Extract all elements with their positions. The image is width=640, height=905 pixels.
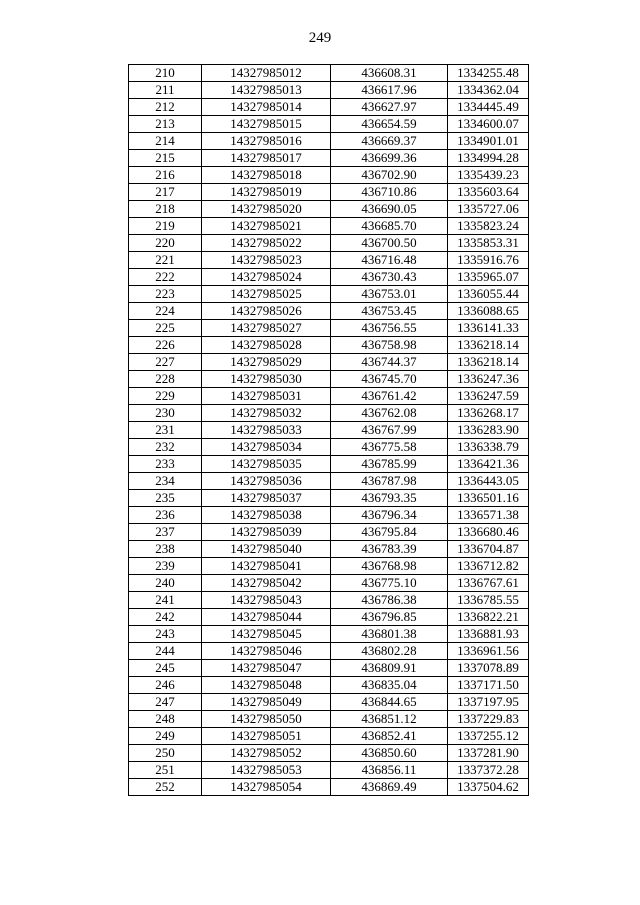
y-coordinate-cell: 1337078.89 [448,660,529,677]
y-coordinate-cell: 1336785.55 [448,592,529,609]
table-row [129,184,529,201]
point-number-cell: 240 [129,575,202,592]
point-id-cell: 14327985033 [202,422,331,439]
table-row [129,541,529,558]
point-number-cell: 231 [129,422,202,439]
table-row [129,99,529,116]
y-coordinate-cell: 1336338.79 [448,439,529,456]
table-row [129,252,529,269]
point-id-cell: 14327985021 [202,218,331,235]
point-id-cell: 14327985040 [202,541,331,558]
y-coordinate-cell: 1336283.90 [448,422,529,439]
point-id-cell: 14327985052 [202,745,331,762]
y-coordinate-cell: 1337229.83 [448,711,529,728]
x-coordinate-cell: 436786.38 [331,592,448,609]
y-coordinate-cell: 1337372.28 [448,762,529,779]
table-row [129,201,529,218]
point-id-cell: 14327985043 [202,592,331,609]
y-coordinate-cell: 1335439.23 [448,167,529,184]
point-id-cell: 14327985013 [202,82,331,99]
point-number-cell: 243 [129,626,202,643]
y-coordinate-cell: 1335916.76 [448,252,529,269]
point-id-cell: 14327985023 [202,252,331,269]
y-coordinate-cell: 1336218.14 [448,354,529,371]
x-coordinate-cell: 436761.42 [331,388,448,405]
table-row [129,745,529,762]
point-number-cell: 249 [129,728,202,745]
x-coordinate-cell: 436710.86 [331,184,448,201]
point-id-cell: 14327985024 [202,269,331,286]
table-row [129,456,529,473]
point-id-cell: 14327985037 [202,490,331,507]
y-coordinate-cell: 1336421.36 [448,456,529,473]
table-row [129,371,529,388]
table-row [129,439,529,456]
point-number-cell: 248 [129,711,202,728]
y-coordinate-cell: 1335727.06 [448,201,529,218]
point-number-cell: 229 [129,388,202,405]
point-id-cell: 14327985025 [202,286,331,303]
point-number-cell: 227 [129,354,202,371]
table-row [129,762,529,779]
point-id-cell: 14327985019 [202,184,331,201]
point-number-cell: 212 [129,99,202,116]
table-row [129,592,529,609]
x-coordinate-cell: 436685.70 [331,218,448,235]
table-row [129,286,529,303]
table-row [129,235,529,252]
y-coordinate-cell: 1336822.21 [448,609,529,626]
table-row [129,609,529,626]
x-coordinate-cell: 436796.85 [331,609,448,626]
point-number-cell: 218 [129,201,202,218]
y-coordinate-cell: 1336961.56 [448,643,529,660]
point-number-cell: 221 [129,252,202,269]
point-id-cell: 14327985050 [202,711,331,728]
point-id-cell: 14327985017 [202,150,331,167]
x-coordinate-cell: 436716.48 [331,252,448,269]
table-row [129,558,529,575]
point-id-cell: 14327985045 [202,626,331,643]
table-row [129,711,529,728]
x-coordinate-cell: 436627.97 [331,99,448,116]
point-number-cell: 241 [129,592,202,609]
point-number-cell: 213 [129,116,202,133]
point-id-cell: 14327985048 [202,677,331,694]
x-coordinate-cell: 436793.35 [331,490,448,507]
point-number-cell: 211 [129,82,202,99]
x-coordinate-cell: 436690.05 [331,201,448,218]
point-number-cell: 222 [129,269,202,286]
table-row [129,490,529,507]
x-coordinate-cell: 436753.01 [331,286,448,303]
table-row [129,643,529,660]
x-coordinate-cell: 436767.99 [331,422,448,439]
y-coordinate-cell: 1336055.44 [448,286,529,303]
x-coordinate-cell: 436801.38 [331,626,448,643]
point-id-cell: 14327985031 [202,388,331,405]
table-row [129,337,529,354]
x-coordinate-cell: 436795.84 [331,524,448,541]
y-coordinate-cell: 1334362.04 [448,82,529,99]
point-id-cell: 14327985020 [202,201,331,218]
table-row [129,405,529,422]
y-coordinate-cell: 1336680.46 [448,524,529,541]
x-coordinate-cell: 436852.41 [331,728,448,745]
point-number-cell: 223 [129,286,202,303]
point-id-cell: 14327985028 [202,337,331,354]
x-coordinate-cell: 436775.58 [331,439,448,456]
y-coordinate-cell: 1336141.33 [448,320,529,337]
coordinates-table [128,64,529,796]
x-coordinate-cell: 436835.04 [331,677,448,694]
x-coordinate-cell: 436753.45 [331,303,448,320]
x-coordinate-cell: 436730.43 [331,269,448,286]
point-id-cell: 14327985014 [202,99,331,116]
y-coordinate-cell: 1336704.87 [448,541,529,558]
table-row [129,388,529,405]
point-number-cell: 216 [129,167,202,184]
x-coordinate-cell: 436756.55 [331,320,448,337]
x-coordinate-cell: 436869.49 [331,779,448,796]
x-coordinate-cell: 436762.08 [331,405,448,422]
y-coordinate-cell: 1335965.07 [448,269,529,286]
point-number-cell: 228 [129,371,202,388]
table-row [129,779,529,796]
point-id-cell: 14327985030 [202,371,331,388]
x-coordinate-cell: 436775.10 [331,575,448,592]
y-coordinate-cell: 1336268.17 [448,405,529,422]
point-id-cell: 14327985018 [202,167,331,184]
point-id-cell: 14327985042 [202,575,331,592]
y-coordinate-cell: 1336571.38 [448,507,529,524]
table-row [129,626,529,643]
point-number-cell: 239 [129,558,202,575]
point-id-cell: 14327985047 [202,660,331,677]
point-number-cell: 219 [129,218,202,235]
y-coordinate-cell: 1336247.59 [448,388,529,405]
x-coordinate-cell: 436744.37 [331,354,448,371]
point-id-cell: 14327985053 [202,762,331,779]
x-coordinate-cell: 436856.11 [331,762,448,779]
point-number-cell: 225 [129,320,202,337]
point-number-cell: 252 [129,779,202,796]
point-number-cell: 215 [129,150,202,167]
table-row [129,150,529,167]
y-coordinate-cell: 1336712.82 [448,558,529,575]
table-row [129,524,529,541]
y-coordinate-cell: 1334901.01 [448,133,529,150]
point-number-cell: 236 [129,507,202,524]
point-number-cell: 214 [129,133,202,150]
point-number-cell: 234 [129,473,202,490]
point-number-cell: 220 [129,235,202,252]
point-id-cell: 14327985032 [202,405,331,422]
point-number-cell: 244 [129,643,202,660]
point-number-cell: 232 [129,439,202,456]
point-id-cell: 14327985049 [202,694,331,711]
point-number-cell: 237 [129,524,202,541]
y-coordinate-cell: 1337171.50 [448,677,529,694]
point-id-cell: 14327985034 [202,439,331,456]
point-number-cell: 226 [129,337,202,354]
x-coordinate-cell: 436809.91 [331,660,448,677]
y-coordinate-cell: 1335603.64 [448,184,529,201]
table-row [129,82,529,99]
table-row [129,65,529,82]
y-coordinate-cell: 1336881.93 [448,626,529,643]
table-row [129,303,529,320]
point-id-cell: 14327985015 [202,116,331,133]
x-coordinate-cell: 436669.37 [331,133,448,150]
x-coordinate-cell: 436758.98 [331,337,448,354]
x-coordinate-cell: 436700.50 [331,235,448,252]
table-row [129,694,529,711]
point-id-cell: 14327985054 [202,779,331,796]
x-coordinate-cell: 436702.90 [331,167,448,184]
point-number-cell: 247 [129,694,202,711]
y-coordinate-cell: 1334445.49 [448,99,529,116]
point-number-cell: 238 [129,541,202,558]
table-row [129,167,529,184]
point-id-cell: 14327985046 [202,643,331,660]
x-coordinate-cell: 436850.60 [331,745,448,762]
x-coordinate-cell: 436787.98 [331,473,448,490]
point-number-cell: 224 [129,303,202,320]
point-id-cell: 14327985012 [202,65,331,82]
x-coordinate-cell: 436745.70 [331,371,448,388]
table-row [129,133,529,150]
x-coordinate-cell: 436783.39 [331,541,448,558]
x-coordinate-cell: 436844.65 [331,694,448,711]
point-number-cell: 233 [129,456,202,473]
y-coordinate-cell: 1335823.24 [448,218,529,235]
point-id-cell: 14327985039 [202,524,331,541]
x-coordinate-cell: 436768.98 [331,558,448,575]
y-coordinate-cell: 1335853.31 [448,235,529,252]
y-coordinate-cell: 1336501.16 [448,490,529,507]
x-coordinate-cell: 436802.28 [331,643,448,660]
table-row [129,473,529,490]
point-id-cell: 14327985044 [202,609,331,626]
point-id-cell: 14327985038 [202,507,331,524]
point-number-cell: 217 [129,184,202,201]
x-coordinate-cell: 436699.36 [331,150,448,167]
x-coordinate-cell: 436785.99 [331,456,448,473]
point-number-cell: 235 [129,490,202,507]
y-coordinate-cell: 1336218.14 [448,337,529,354]
y-coordinate-cell: 1336088.65 [448,303,529,320]
point-id-cell: 14327985041 [202,558,331,575]
y-coordinate-cell: 1337504.62 [448,779,529,796]
y-coordinate-cell: 1334994.28 [448,150,529,167]
table-row [129,728,529,745]
y-coordinate-cell: 1334600.07 [448,116,529,133]
y-coordinate-cell: 1336247.36 [448,371,529,388]
point-id-cell: 14327985051 [202,728,331,745]
point-number-cell: 250 [129,745,202,762]
y-coordinate-cell: 1337281.90 [448,745,529,762]
point-number-cell: 246 [129,677,202,694]
x-coordinate-cell: 436851.12 [331,711,448,728]
x-coordinate-cell: 436654.59 [331,116,448,133]
y-coordinate-cell: 1336767.61 [448,575,529,592]
point-id-cell: 14327985036 [202,473,331,490]
x-coordinate-cell: 436796.34 [331,507,448,524]
page-number: 249 [308,30,332,46]
table-row [129,218,529,235]
y-coordinate-cell: 1337197.95 [448,694,529,711]
point-number-cell: 245 [129,660,202,677]
point-id-cell: 14327985022 [202,235,331,252]
table-row [129,677,529,694]
table-row [129,422,529,439]
point-id-cell: 14327985016 [202,133,331,150]
table-row [129,354,529,371]
point-id-cell: 14327985035 [202,456,331,473]
point-number-cell: 251 [129,762,202,779]
x-coordinate-cell: 436617.96 [331,82,448,99]
point-number-cell: 242 [129,609,202,626]
table-row [129,269,529,286]
x-coordinate-cell: 436608.31 [331,65,448,82]
table-row [129,575,529,592]
point-id-cell: 14327985026 [202,303,331,320]
table-body [129,65,529,796]
y-coordinate-cell: 1336443.05 [448,473,529,490]
point-id-cell: 14327985029 [202,354,331,371]
point-number-cell: 210 [129,65,202,82]
point-number-cell: 230 [129,405,202,422]
y-coordinate-cell: 1334255.48 [448,65,529,82]
table-row [129,116,529,133]
table-row [129,320,529,337]
table-row [129,507,529,524]
y-coordinate-cell: 1337255.12 [448,728,529,745]
point-id-cell: 14327985027 [202,320,331,337]
table-row [129,660,529,677]
